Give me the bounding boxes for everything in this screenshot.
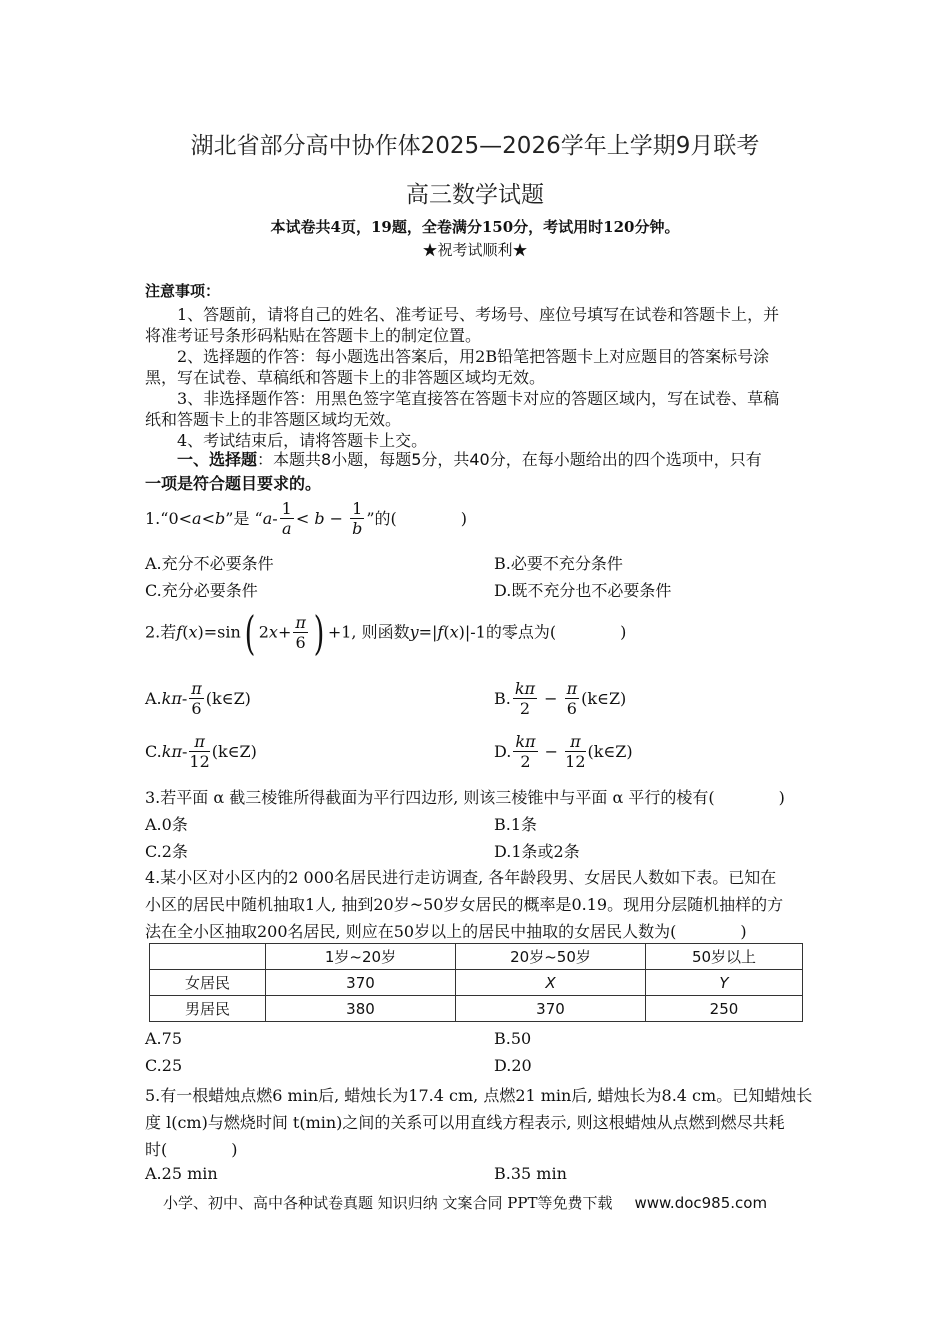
note-4: 4、考试结束后，请将答题卡上交。 [177,431,428,450]
table-row [150,970,803,996]
q3-option-c: C.2条 [145,842,188,861]
table-header-cell [150,944,266,970]
note-2b: 黑，写在试卷、草稿纸和答题卡上的非答题区域均无效。 [145,368,546,387]
q3-option-a: A.0条 [145,815,188,834]
table-cell: 370 [266,970,456,996]
q2-option-d: D. $\frac{k\pi}{2}$ − $\frac{\pi}{12}$ (k∈Z) [494,732,633,771]
footer-link[interactable]: www.doc985.com [634,1194,768,1212]
note-1a: 1、答题前，请将自己的姓名、准考证号、考场号、座位号填写在试卷和答题卡上，并 [177,305,780,324]
note-3a: 3、非选择题作答：用黑色签字笔直接答在答题卡对应的答题区域内，写在试卷、草稿 [177,389,780,408]
section-1-intro [145,448,807,496]
section-1-text-b: 一项是符合题目要求的。 [145,474,322,493]
section-1-text-a: ：本题共8小题，每题5分，共40分，在每小题给出的四个选项中，只有 [257,450,762,469]
q5-option-a: A.25 min [145,1164,218,1183]
table-cell: 370 [456,996,646,1022]
note-3b: 纸和答题卡上的非答题区域均无效。 [145,410,402,429]
q1-option-b: B.必要不充分条件 [494,554,623,573]
q1-option-d: D.既不充分也不必要条件 [494,581,672,600]
q2-option-b: B. $\frac{k\pi}{2}$ − $\frac{\pi}{6}$ (k∈Z) [494,679,627,718]
table-header-cell: 1岁~20岁 [266,944,456,970]
q2-option-a: A.kπ- $\frac{\pi}{6}$ (k∈Z) [145,679,251,718]
table-row [150,996,803,1022]
table-header-row [150,944,803,970]
question-2: 2.若f(x)=sin( 2x+ $\frac{\pi}{6}$ ) +1, 则函数y=|f(x)|-1的零点为( ) [145,606,627,660]
q2-option-c: C.kπ- $\frac{\pi}{12}$ (k∈Z) [145,732,257,771]
fraction-1-over-b: $\frac{1}{b}$ [352,499,363,538]
q4-option-a: A.75 [145,1029,182,1048]
question-5-line-3: 时( ) [145,1140,238,1159]
fraction-1-over-a: $\frac{1}{a}$ [281,499,292,538]
question-5-line-1: 5.有一根蜡烛点燃6 min后, 蜡烛长为17.4 cm, 点燃21 min后, 蜡烛长为8.4 cm。已知蜡烛长 [145,1086,813,1105]
q3-option-b: B.1条 [494,815,538,834]
q1-option-a: A.充分不必要条件 [145,554,274,573]
q4-option-b: B.50 [494,1029,532,1048]
q4-option-d: D.20 [494,1056,532,1075]
note-2a: 2、选择题的作答：每小题选出答案后，用2B铅笔把答题卡上对应题目的答案标号涂 [177,347,770,366]
exam-title: 湖北省部分高中协作体2025—2026学年上学期9月联考 [190,133,760,159]
q1-option-c: C.充分必要条件 [145,581,258,600]
q5-option-b: B.35 min [494,1164,567,1183]
notes-heading: 注意事项： [145,282,221,300]
table-header-cell: 50岁以上 [646,944,803,970]
question-3: 3.若平面 α 截三棱锥所得截面为平行四边形, 则该三棱锥中与平面 α 平行的棱有( ) [145,788,785,807]
table-cell: 女居民 [150,970,266,996]
table-cell: 250 [646,996,803,1022]
table-cell: Y [646,970,803,996]
q4-option-c: C.25 [145,1056,183,1075]
exam-info: 本试卷共4页，19题，全卷满分150分，考试用时120分钟。 [270,218,680,236]
question-5-line-2: 度 l(cm)与燃烧时间 t(min)之间的关系可以用直线方程表示, 则这根蜡烛从点燃到燃尽共耗 [145,1113,785,1132]
question-4-line-2: 小区的居民中随机抽取1人, 抽到20岁~50岁女居民的概率是0.19。现用分层随机抽样的方 [145,895,784,914]
table-header-cell: 20岁~50岁 [456,944,646,970]
note-1b: 将准考证号条形码粘贴在答题卡上的制定位置。 [145,326,482,345]
population-table [149,943,803,1022]
table-cell: X [456,970,646,996]
question-1: 1.“0<a<b”是 “a- $\frac{1}{a}$ < b − $\frac{1}{b}$ ”的( ) [145,499,468,538]
exam-subtitle: 高三数学试题 [406,182,544,208]
question-4-line-1: 4.某小区对小区内的2 000名居民进行走访调查, 各年龄段男、女居民人数如下表。已知在 [145,868,777,887]
q3-option-d: D.1条或2条 [494,842,580,861]
table-cell: 380 [266,996,456,1022]
page-footer [163,1192,767,1213]
fraction-pi-over-6: $\frac{\pi}{6}$ [295,612,306,652]
section-1-heading: 一、选择题 [177,450,258,469]
table-cell: 男居民 [150,996,266,1022]
footer-text: 小学、初中、高中各种试卷真题 知识归纳 文案合同 PPT等免费下载 [163,1194,613,1212]
question-4-line-3: 法在全小区抽取200名居民, 则应在50岁以上的居民中抽取的女居民人数为( ) [145,922,747,941]
good-luck-line: ★祝考试顺利★ [422,241,528,259]
